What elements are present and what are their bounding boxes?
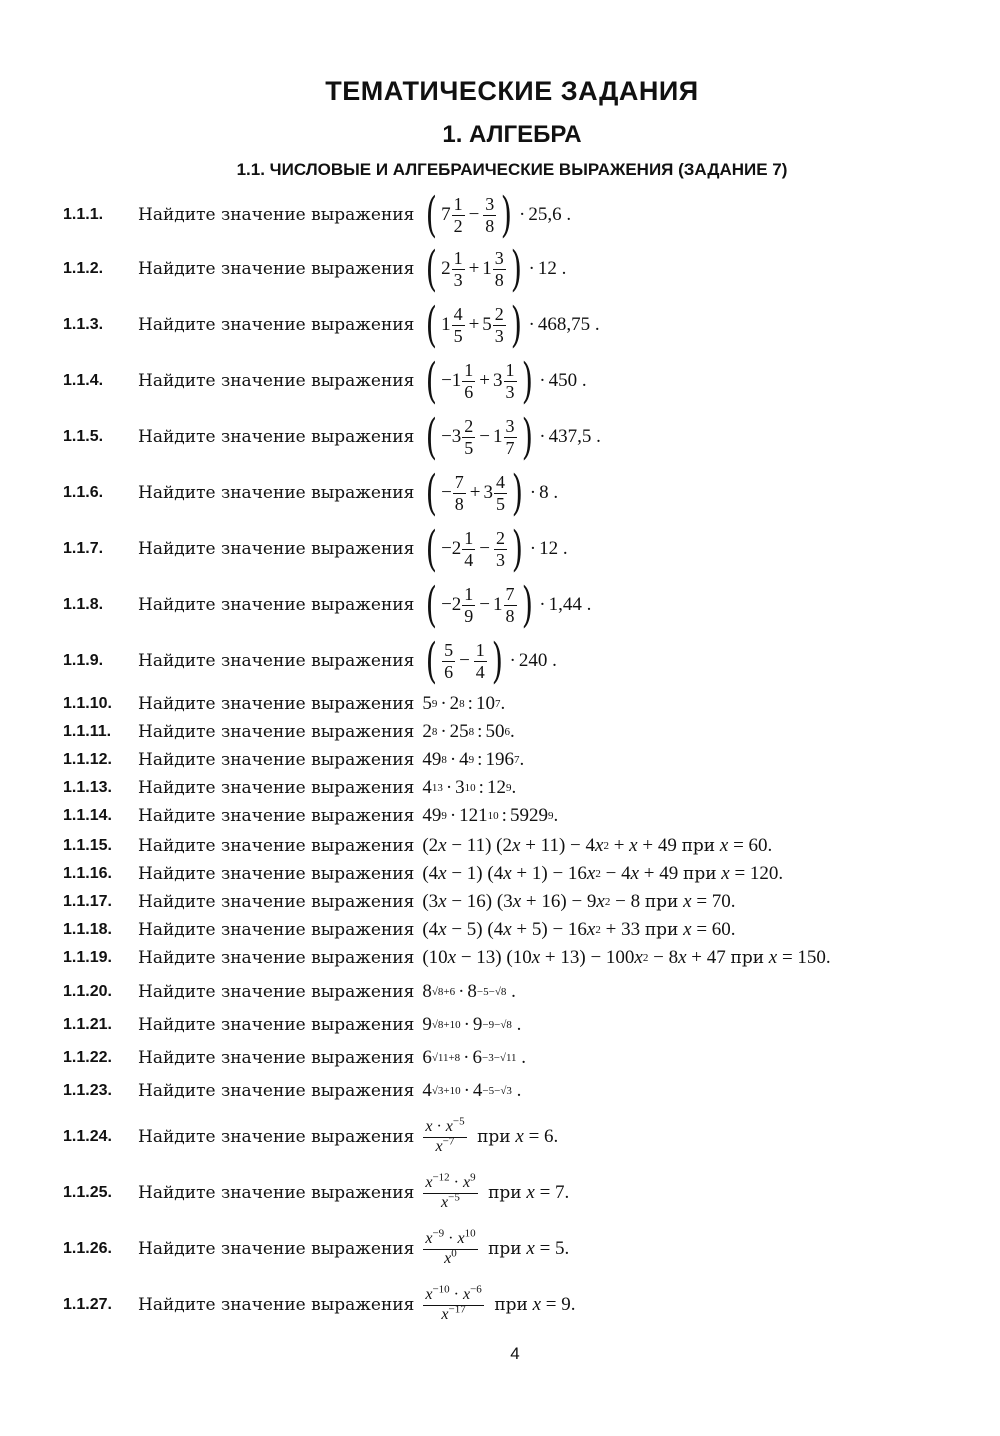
task-row — [63, 1226, 980, 1272]
task-row — [63, 720, 980, 744]
task-row — [63, 978, 980, 1006]
when-word: при — [494, 1295, 528, 1315]
task-expression: ( −2 $\frac{1}{4}$ − $\frac{2}{3}$ ) · 12 . — [426, 521, 568, 577]
task-prompt: Найдите значение выражения — [138, 694, 415, 714]
task-expression: 2 8 · 25 8 : 50 6 . — [422, 721, 515, 742]
task-prompt: Найдите значение выражения — [138, 1239, 415, 1259]
task-number: 1.1.21. — [63, 1016, 112, 1033]
task-number: 1.1.17. — [63, 893, 112, 910]
task-prompt: Найдите значение выражения — [138, 427, 415, 447]
task-prompt: Найдите значение выражения — [138, 948, 415, 968]
task-row — [63, 834, 980, 858]
task-row — [63, 187, 980, 243]
when-word: при — [644, 892, 679, 912]
task-number: 1.1.13. — [63, 779, 112, 796]
task-expression: (10 x − 13) (10 x + 13) − 100 x 2 − 8 x + 47 при x = 150. — [422, 947, 831, 968]
task-row — [63, 633, 980, 689]
when-word: при — [488, 1239, 522, 1259]
task-row — [63, 521, 980, 577]
task-prompt: Найдите значение выражения — [138, 259, 415, 279]
task-expression: ( $\frac{5}{6}$ − $\frac{1}{4}$ ) · 240 . — [426, 633, 557, 689]
task-prompt: Найдите значение выражения — [138, 595, 415, 615]
when-word: при — [477, 1127, 511, 1147]
task-prompt: Найдите значение выражения — [138, 982, 415, 1002]
task-prompt: Найдите значение выражения — [138, 1295, 415, 1315]
task-prompt: Найдите значение выражения — [138, 806, 415, 826]
task-row — [63, 1170, 980, 1216]
task-number: 1.1.6. — [63, 484, 104, 501]
task-expression: $\frac{x \cdot x^{-5}}{x^{-7}}$ при x = 6. — [425, 1115, 559, 1155]
task-expression: (4 x − 5) (4 x + 5) − 16 x 2 + 33 при x = 60. — [422, 919, 736, 940]
when-word: при — [681, 836, 716, 856]
task-prompt: Найдите значение выражения — [138, 1127, 415, 1147]
section-title: 1. АЛГЕБРА — [442, 121, 582, 148]
task-row — [63, 1282, 980, 1328]
task-prompt: Найдите значение выражения — [138, 1183, 415, 1203]
task-prompt: Найдите значение выражения — [138, 1015, 415, 1035]
task-row — [63, 297, 980, 353]
task-expression: ( 7 $\frac{1}{2}$ − $\frac{3}{8}$ ) · 25,6 . — [426, 187, 572, 243]
task-row — [63, 776, 980, 800]
task-expression: (3 x − 16) (3 x + 16) − 9 x 2 − 8 при x = 70. — [422, 891, 736, 912]
task-prompt: Найдите значение выражения — [138, 920, 415, 940]
task-number: 1.1.3. — [63, 316, 104, 333]
when-word: при — [644, 920, 679, 940]
task-number: 1.1.25. — [63, 1184, 112, 1201]
task-number: 1.1.10. — [63, 695, 112, 712]
page-title: ТЕМАТИЧЕСКИЕ ЗАДАНИЯ — [325, 76, 699, 106]
task-prompt: Найдите значение выражения — [138, 539, 415, 559]
task-prompt: Найдите значение выражения — [138, 892, 415, 912]
task-row — [63, 465, 980, 521]
task-expression: 6 √11+8 · 6 −3−√11 . — [422, 1047, 527, 1068]
task-number: 1.1.9. — [63, 652, 104, 669]
task-number: 1.1.24. — [63, 1128, 112, 1145]
task-number: 1.1.11. — [63, 723, 112, 740]
task-number: 1.1.15. — [63, 837, 112, 854]
task-expression: (2 x − 11) (2 x + 11) − 4 x 2 + x + 49 при x = 60. — [422, 835, 773, 856]
task-prompt: Найдите значение выражения — [138, 315, 415, 335]
task-expression: ( −1 $\frac{1}{6}$ + 3 $\frac{1}{3}$ ) · 450 . — [426, 353, 587, 409]
task-expression: ( 1 $\frac{4}{5}$ + 5 $\frac{2}{3}$ ) · 468,75 . — [426, 297, 600, 353]
task-expression: 5 9 · 2 8 : 10 7 . — [422, 693, 506, 714]
task-row — [63, 409, 980, 465]
task-number: 1.1.5. — [63, 428, 104, 445]
page-number: 4 — [510, 1344, 520, 1363]
task-number: 1.1.18. — [63, 921, 112, 938]
task-number: 1.1.1. — [63, 206, 104, 223]
task-expression: 49 8 · 4 9 : 196 7 . — [422, 749, 525, 770]
task-number: 1.1.2. — [63, 260, 104, 277]
task-number: 1.1.16. — [63, 865, 112, 882]
task-row — [63, 1114, 980, 1160]
task-number: 1.1.19. — [63, 949, 112, 966]
task-prompt: Найдите значение выражения — [138, 1048, 415, 1068]
when-word: при — [488, 1183, 522, 1203]
task-expression: ( 2 $\frac{1}{3}$ + 1 $\frac{3}{8}$ ) · 12 . — [426, 241, 567, 297]
task-expression: $\frac{x^{-10} \cdot x^{-6}}{x^{-17}}$ при x = 9. — [425, 1283, 576, 1323]
task-row — [63, 862, 980, 886]
task-number: 1.1.14. — [63, 807, 112, 824]
task-expression: ( −2 $\frac{1}{9}$ − 1 $\frac{7}{8}$ ) · 1,44 . — [426, 577, 592, 633]
task-expression: 8 √8+6 · 8 −5−√8 . — [422, 981, 516, 1002]
task-number: 1.1.7. — [63, 540, 104, 557]
when-word: при — [682, 864, 717, 884]
task-number: 1.1.23. — [63, 1082, 112, 1099]
task-row — [63, 748, 980, 772]
task-row — [63, 692, 980, 716]
task-row — [63, 1044, 980, 1072]
task-row — [63, 890, 980, 914]
task-expression: ( −3 $\frac{2}{5}$ − 1 $\frac{3}{7}$ ) · 437,5 . — [426, 409, 601, 465]
task-prompt: Найдите значение выражения — [138, 483, 415, 503]
task-expression: 4 13 · 3 10 : 12 9 . — [422, 777, 517, 798]
task-prompt: Найдите значение выражения — [138, 205, 415, 225]
task-row — [63, 577, 980, 633]
task-row — [63, 918, 980, 942]
task-expression: 4 √3+10 · 4 −5−√3 . — [422, 1080, 522, 1101]
task-prompt: Найдите значение выражения — [138, 1081, 415, 1101]
task-prompt: Найдите значение выражения — [138, 836, 415, 856]
subsection-title: 1.1. ЧИСЛОВЫЕ И АЛГЕБРАИЧЕСКИЕ ВЫРАЖЕНИЯ (ЗАДАНИЕ 7) — [236, 160, 788, 179]
task-row — [63, 946, 980, 970]
task-number: 1.1.26. — [63, 1240, 112, 1257]
task-prompt: Найдите значение выражения — [138, 750, 415, 770]
task-prompt: Найдите значение выражения — [138, 722, 415, 742]
task-expression: $\frac{x^{-9} \cdot x^{10}}{x^0}$ при x = 5. — [425, 1227, 570, 1267]
task-row — [63, 353, 980, 409]
task-number: 1.1.4. — [63, 372, 104, 389]
task-number: 1.1.27. — [63, 1296, 112, 1313]
task-row — [63, 1077, 980, 1105]
task-row — [63, 804, 980, 828]
task-expression: 49 9 · 121 10 : 5929 9 . — [422, 805, 559, 826]
task-number: 1.1.12. — [63, 751, 112, 768]
when-word: при — [730, 948, 765, 968]
task-expression: (4 x − 1) (4 x + 1) − 16 x 2 − 4 x + 49 при x = 120. — [422, 863, 784, 884]
task-row — [63, 1011, 980, 1039]
task-row — [63, 241, 980, 297]
task-prompt: Найдите значение выражения — [138, 371, 415, 391]
task-number: 1.1.22. — [63, 1049, 112, 1066]
task-prompt: Найдите значение выражения — [138, 778, 415, 798]
task-number: 1.1.8. — [63, 596, 104, 613]
task-expression: ( − $\frac{7}{8}$ + 3 $\frac{4}{5}$ ) · 8 . — [426, 465, 559, 521]
task-expression: $\frac{x^{-12} \cdot x^9}{x^{-5}}$ при x = 7. — [425, 1171, 570, 1211]
task-expression: 9 √8+10 · 9 −9−√8 . — [422, 1014, 522, 1035]
task-number: 1.1.20. — [63, 983, 112, 1000]
task-prompt: Найдите значение выражения — [138, 651, 415, 671]
task-prompt: Найдите значение выражения — [138, 864, 415, 884]
